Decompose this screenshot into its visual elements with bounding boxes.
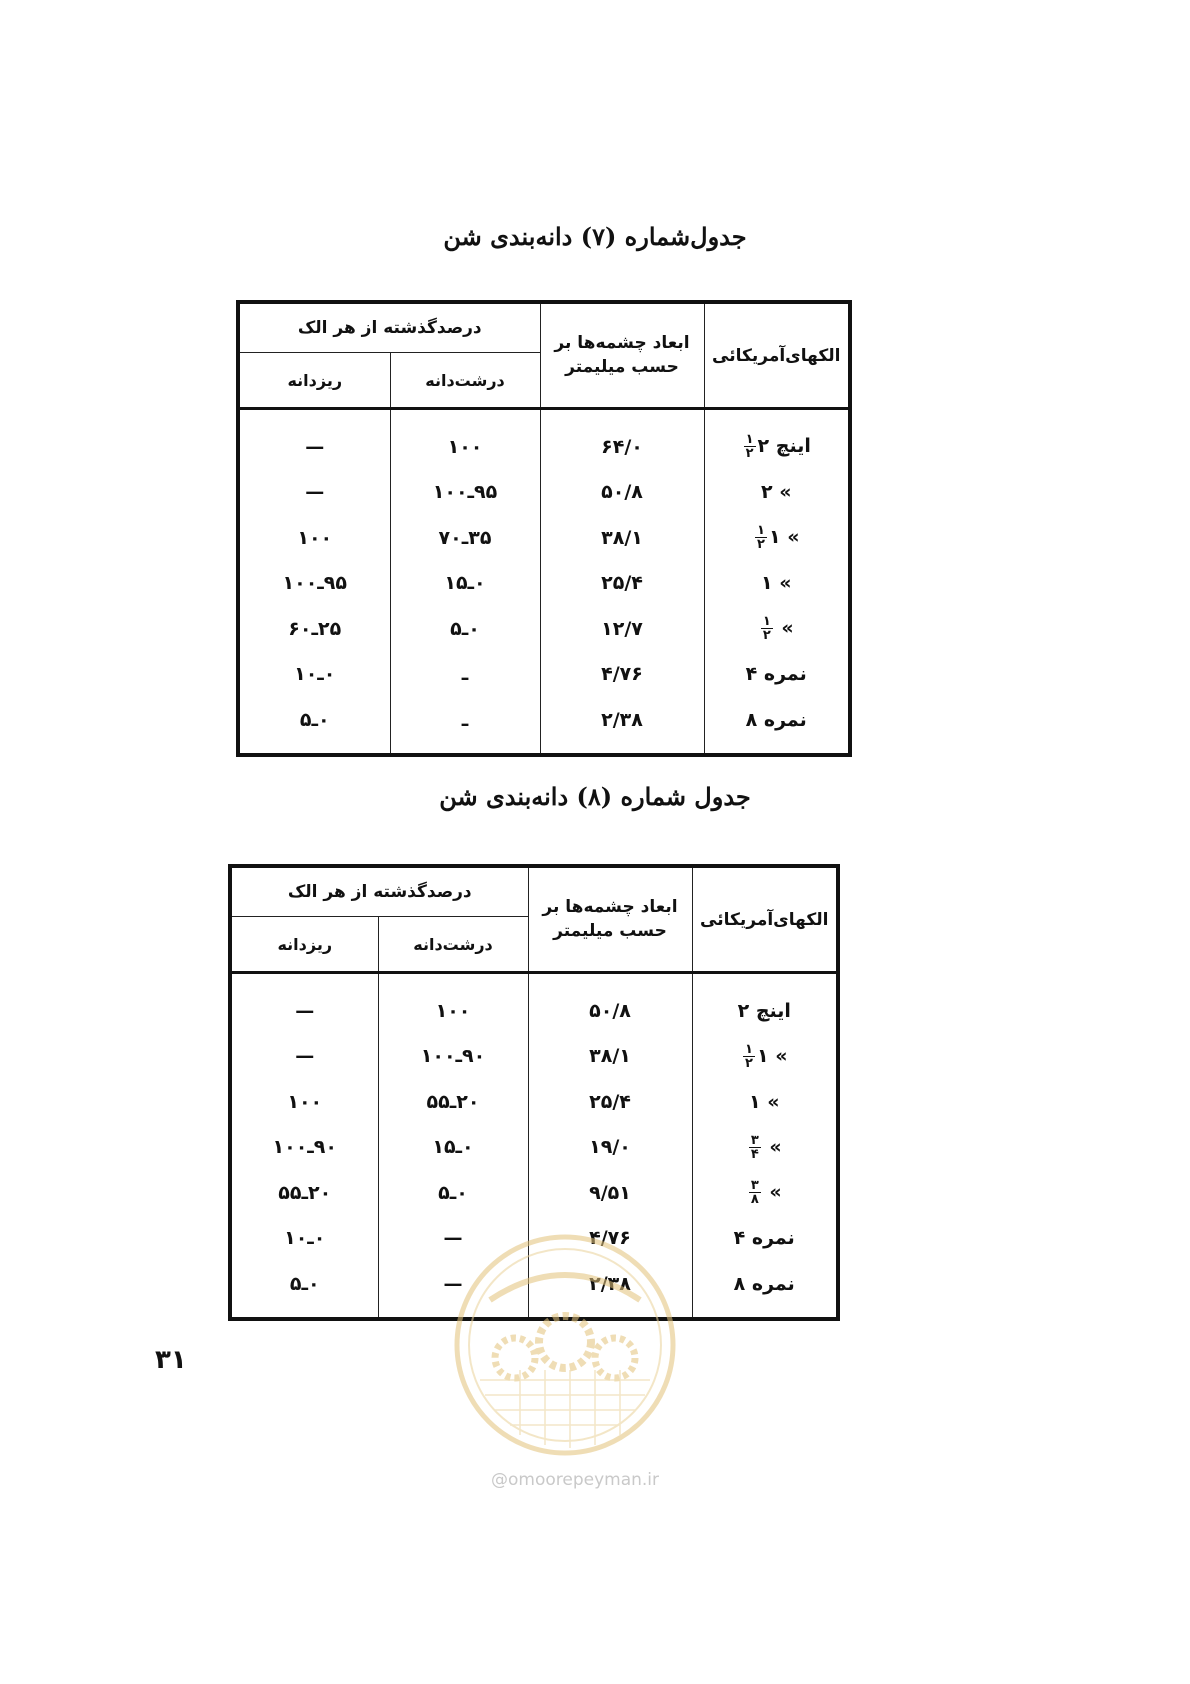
fraction-denominator: ۲: [745, 1055, 753, 1071]
coarse-cell: ۱۰۰: [378, 973, 528, 1034]
fraction-numerator: ۱: [762, 614, 771, 630]
fine-cell: —: [230, 1034, 378, 1080]
fine-cell: ۱۰۰: [238, 515, 390, 561]
sieve-fraction: [749, 1134, 761, 1161]
sieve-unit: »: [779, 481, 792, 504]
dimension-cell: ۱۹/۰: [528, 1125, 692, 1171]
sieve-fraction: [761, 615, 773, 642]
sieve-size: نمره ۸: [733, 1272, 795, 1295]
table-row: [238, 606, 850, 652]
fine-cell: ۲۵ـ۶۰: [238, 606, 390, 652]
header-coarse: درشت‌دانه: [378, 917, 528, 973]
sieve-size: ۱: [748, 1090, 761, 1113]
fine-cell: ۰ـ۵: [230, 1261, 378, 1319]
dimension-cell: ۲/۳۸: [528, 1261, 692, 1319]
coarse-cell: ۹۰ـ۱۰۰: [378, 1034, 528, 1080]
sieve-cell: [692, 1216, 838, 1262]
fine-cell: ۱۰۰: [230, 1079, 378, 1125]
dimension-cell: ۱۲/۷: [540, 606, 704, 652]
fraction-denominator: ۴: [750, 1146, 759, 1162]
dimension-cell: ۳۸/۱: [528, 1034, 692, 1080]
table-row: [238, 470, 850, 516]
fraction-denominator: ۲: [757, 537, 765, 553]
header-dims-line1: ابعاد چشمه‌ها بر: [554, 332, 690, 353]
grading-table-7: [236, 300, 852, 757]
table2-title: جدول شماره (۸) دانه‌بندی شن: [439, 782, 751, 811]
sieve-size: نمره ۸: [745, 708, 807, 731]
table-row: [230, 1034, 838, 1080]
table-row: [230, 1170, 838, 1216]
fine-cell: —: [238, 409, 390, 470]
fraction-numerator: ۳: [750, 1132, 759, 1148]
coarse-cell: ۱۰۰: [390, 409, 540, 470]
fraction-numerator: ۳: [750, 1178, 759, 1194]
sieve-size: نمره ۴: [745, 663, 807, 686]
sieve-unit: »: [781, 617, 794, 640]
watermark-logo-icon: [450, 1230, 680, 1460]
header-dimensions: [540, 302, 704, 409]
sieve-cell: [704, 652, 850, 698]
sieve-cell: [692, 1125, 838, 1171]
dimension-cell: ۲/۳۸: [540, 697, 704, 755]
fraction-denominator: ۲: [745, 446, 754, 462]
sieve-size: نمره ۴: [733, 1227, 795, 1250]
sieve-unit: »: [767, 1090, 780, 1113]
sieve-unit: اینچ: [755, 999, 791, 1022]
sieve-fraction: [749, 1179, 761, 1206]
table-row: [238, 515, 850, 561]
fraction-denominator: ۲: [762, 628, 771, 644]
table1-title: جدول‌شماره (۷) دانه‌بندی شن: [443, 222, 747, 251]
coarse-cell: ۰ـ۵: [378, 1170, 528, 1216]
fine-cell: ۰ـ۱۰: [230, 1216, 378, 1262]
sieve-unit: »: [775, 1044, 788, 1067]
dimension-cell: ۹/۵۱: [528, 1170, 692, 1216]
coarse-cell: —: [378, 1216, 528, 1262]
header-dimensions: [528, 866, 692, 973]
table-row: [238, 652, 850, 698]
sieve-cell: [704, 606, 850, 652]
dimension-cell: ۲۵/۴: [540, 561, 704, 607]
table-row: [238, 409, 850, 470]
dimension-cell: ۴/۷۶: [528, 1216, 692, 1262]
sieve-size: ۲: [757, 435, 770, 458]
coarse-cell: ۹۵ـ۱۰۰: [390, 470, 540, 516]
coarse-cell: ۰ـ۱۵: [378, 1125, 528, 1171]
sieve-cell: [704, 409, 850, 470]
header-dims-line1: ابعاد چشمه‌ها بر: [542, 896, 678, 917]
header-dims-line2: حسب میلیمتر: [553, 920, 667, 941]
table-row: [238, 697, 850, 755]
sieve-unit: »: [769, 1135, 782, 1158]
coarse-cell: ـ: [390, 652, 540, 698]
sieve-cell: [692, 1170, 838, 1216]
header-percent-passing: درصدگذشته از هر الک: [230, 866, 528, 917]
sieve-cell: [692, 1034, 838, 1080]
sieve-size: ۲: [737, 999, 750, 1022]
dimension-cell: ۵۰/۸: [528, 973, 692, 1034]
coarse-cell: ۰ـ۵: [390, 606, 540, 652]
dimension-cell: ۴/۷۶: [540, 652, 704, 698]
fine-cell: ۰ـ۵: [238, 697, 390, 755]
sieve-size: ۱: [760, 572, 773, 595]
sieve-unit: »: [779, 572, 792, 595]
sieve-fraction: [744, 433, 756, 460]
fraction-denominator: ۸: [750, 1192, 759, 1208]
coarse-cell: —: [378, 1261, 528, 1319]
dimension-cell: ۲۵/۴: [528, 1079, 692, 1125]
sieve-size: ۲: [760, 481, 773, 504]
sieve-unit: »: [769, 1181, 782, 1204]
watermark-url: @omoorepeyman.ir: [490, 1470, 660, 1490]
header-sieves: الکهای‌آمریکائی: [704, 302, 850, 409]
fine-cell: —: [238, 470, 390, 516]
table1-body: [238, 409, 850, 755]
header-fine: ریزدانه: [230, 917, 378, 973]
fine-cell: ۲۰ـ۵۵: [230, 1170, 378, 1216]
header-percent-passing: درصدگذشته از هر الک: [238, 302, 540, 353]
sieve-fraction: [743, 1043, 755, 1070]
sieve-size: ۱: [768, 526, 781, 549]
page-number: ۳۱: [155, 1345, 187, 1375]
fine-cell: ۰ـ۱۰: [238, 652, 390, 698]
coarse-cell: ـ: [390, 697, 540, 755]
table-row: [230, 1125, 838, 1171]
sieve-cell: [692, 973, 838, 1034]
fine-cell: ۹۰ـ۱۰۰: [230, 1125, 378, 1171]
sieve-fraction: [755, 524, 767, 551]
header-fine: ریزدانه: [238, 353, 390, 409]
sieve-unit: اینچ: [775, 435, 811, 458]
table-row: [230, 1079, 838, 1125]
coarse-cell: ۰ـ۱۵: [390, 561, 540, 607]
sieve-unit: »: [787, 526, 800, 549]
fraction-numerator: ۱: [757, 523, 765, 539]
table-row: [238, 561, 850, 607]
dimension-cell: ۵۰/۸: [540, 470, 704, 516]
sieve-cell: [692, 1079, 838, 1125]
header-sieves: الکهای‌آمریکائی: [692, 866, 838, 973]
header-coarse: درشت‌دانه: [390, 353, 540, 409]
fraction-numerator: ۱: [745, 1041, 753, 1057]
sieve-cell: [704, 561, 850, 607]
coarse-cell: ۲۰ـ۵۵: [378, 1079, 528, 1125]
sieve-cell: [704, 470, 850, 516]
fine-cell: —: [230, 973, 378, 1034]
dimension-cell: ۶۴/۰: [540, 409, 704, 470]
coarse-cell: ۳۵ـ۷۰: [390, 515, 540, 561]
sieve-size: ۱: [756, 1044, 769, 1067]
fine-cell: ۹۵ـ۱۰۰: [238, 561, 390, 607]
sieve-cell: [704, 515, 850, 561]
table-row: [230, 973, 838, 1034]
fraction-numerator: ۱: [745, 432, 754, 448]
dimension-cell: ۳۸/۱: [540, 515, 704, 561]
sieve-cell: [692, 1261, 838, 1319]
header-dims-line2: حسب میلیمتر: [565, 356, 679, 377]
sieve-cell: [704, 697, 850, 755]
